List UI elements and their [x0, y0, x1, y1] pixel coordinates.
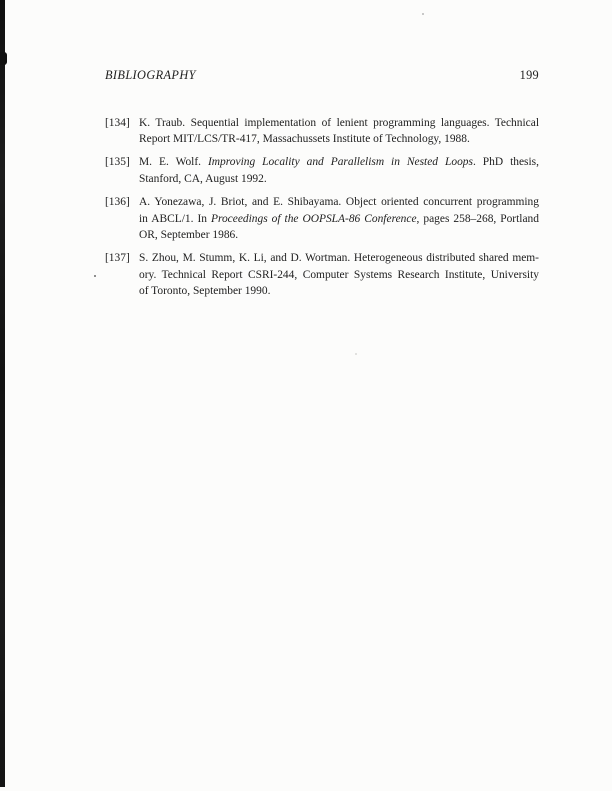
scan-speck [422, 13, 424, 15]
scan-artifact-blob [0, 52, 7, 65]
entry-line [139, 250, 539, 266]
bibliography-entry [105, 194, 539, 243]
entry-text: S. Zhou, M. Stumm, K. Li, and D. Wortman. Heterogeneous distributed shared mem- [139, 252, 539, 265]
entry-text: K. Traub. Sequential implementation of lenient programming languages. Technical [139, 116, 539, 129]
entry-text: Stanford, CA, August 1992. [139, 172, 267, 185]
entry-number: [136] [105, 196, 130, 209]
bibliography-list [105, 115, 539, 300]
page-number: 199 [519, 68, 539, 82]
italic-title-text: Improving Locality and Parallelism in Nested Loops [207, 156, 473, 169]
scan-artifact-bar [0, 0, 5, 787]
entry-line [139, 194, 539, 210]
page-content [105, 68, 539, 307]
running-header [105, 68, 539, 82]
entry-text: of Toronto, September 1990. [139, 285, 271, 298]
entry-line [139, 227, 539, 243]
entry-text: ory. Technical Report CSRI-244, Computer Systems Research Institute, University [139, 268, 539, 281]
bibliography-entry [105, 250, 539, 299]
entry-text: , pages 258–268, Portland [416, 212, 539, 225]
entry-line [139, 211, 539, 227]
entry-text: in ABCL/1. In [139, 212, 211, 225]
bibliography-entry [105, 115, 539, 148]
entry-line [139, 154, 539, 170]
entry-text: A. Yonezawa, J. Briot, and E. Shibayama. Object oriented concurrent programming [139, 196, 539, 209]
entry-text: OR, September 1986. [139, 228, 239, 241]
entry-number: [137] [105, 252, 130, 265]
entry-text: Report MIT/LCS/TR-417, Massachussets Institute of Technology, 1988. [139, 132, 470, 145]
italic-title-text: Proceedings of the OOPSLA-86 Conference [210, 212, 417, 225]
entry-line [139, 131, 539, 147]
entry-line [139, 171, 539, 187]
entry-text: . PhD thesis, [472, 156, 539, 169]
scan-speck [355, 353, 357, 355]
entry-line [139, 267, 539, 283]
scan-speck [94, 275, 96, 277]
entry-number: [135] [105, 156, 130, 169]
entry-number: [134] [105, 116, 130, 129]
entry-text: M. E. Wolf. [139, 156, 208, 169]
entry-line [139, 115, 539, 131]
section-title: BIBLIOGRAPHY [105, 68, 196, 82]
entry-line [139, 283, 539, 299]
bibliography-entry [105, 154, 539, 187]
